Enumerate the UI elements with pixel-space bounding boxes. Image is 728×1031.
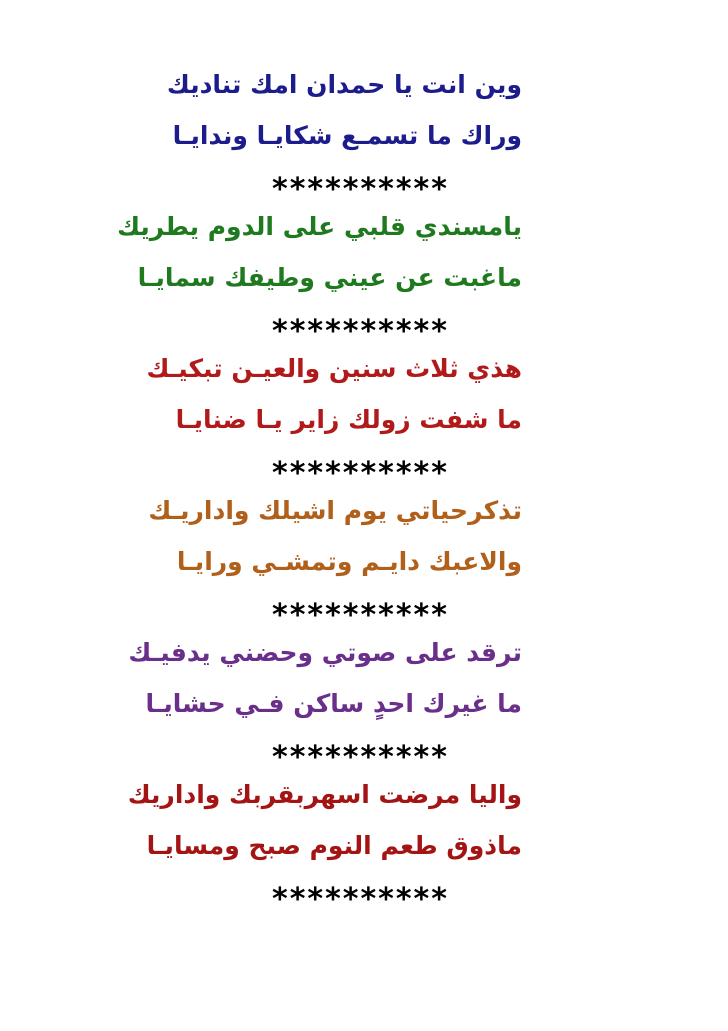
stanza-separator: ********** <box>272 882 449 917</box>
verse-line: ما غيرك احدٍ ساكن فـي حشايـا <box>145 689 522 718</box>
verse-line: تذكرحياتي يوم اشيلك واداريـك <box>148 496 522 525</box>
verse-line: ترقد على صوتي وحضني يدفيـك <box>128 638 522 667</box>
verse-line: يامسندي قلبي على الدوم يطريك <box>117 212 522 241</box>
verse-line: وين انت يا حمدان امك تناديك <box>166 70 522 99</box>
stanza-separator: ********** <box>272 598 449 633</box>
verse-line: واليا مرضت اسهربقربك واداريك <box>127 780 522 809</box>
verse-line: ماذوق طعم النوم صبح ومسايـا <box>146 831 522 860</box>
verse-line: والاعبك دايـم وتمشـي ورايـا <box>176 547 522 576</box>
verse-line: ما شفت زولك زاير يـا ضنايـا <box>175 405 522 434</box>
stanza-separator: ********** <box>272 172 449 207</box>
stanza-separator: ********** <box>272 740 449 775</box>
verse-line: ماغبت عن عيني وطيفك سمايـا <box>137 263 522 292</box>
verse-line: وراك ما تسمـع شكايـا وندايـا <box>172 121 522 150</box>
stanza-separator: ********** <box>272 314 449 349</box>
verse-line: هذي ثلاث سنين والعيـن تبكيـك <box>146 354 522 383</box>
stanza-separator: ********** <box>272 456 449 491</box>
